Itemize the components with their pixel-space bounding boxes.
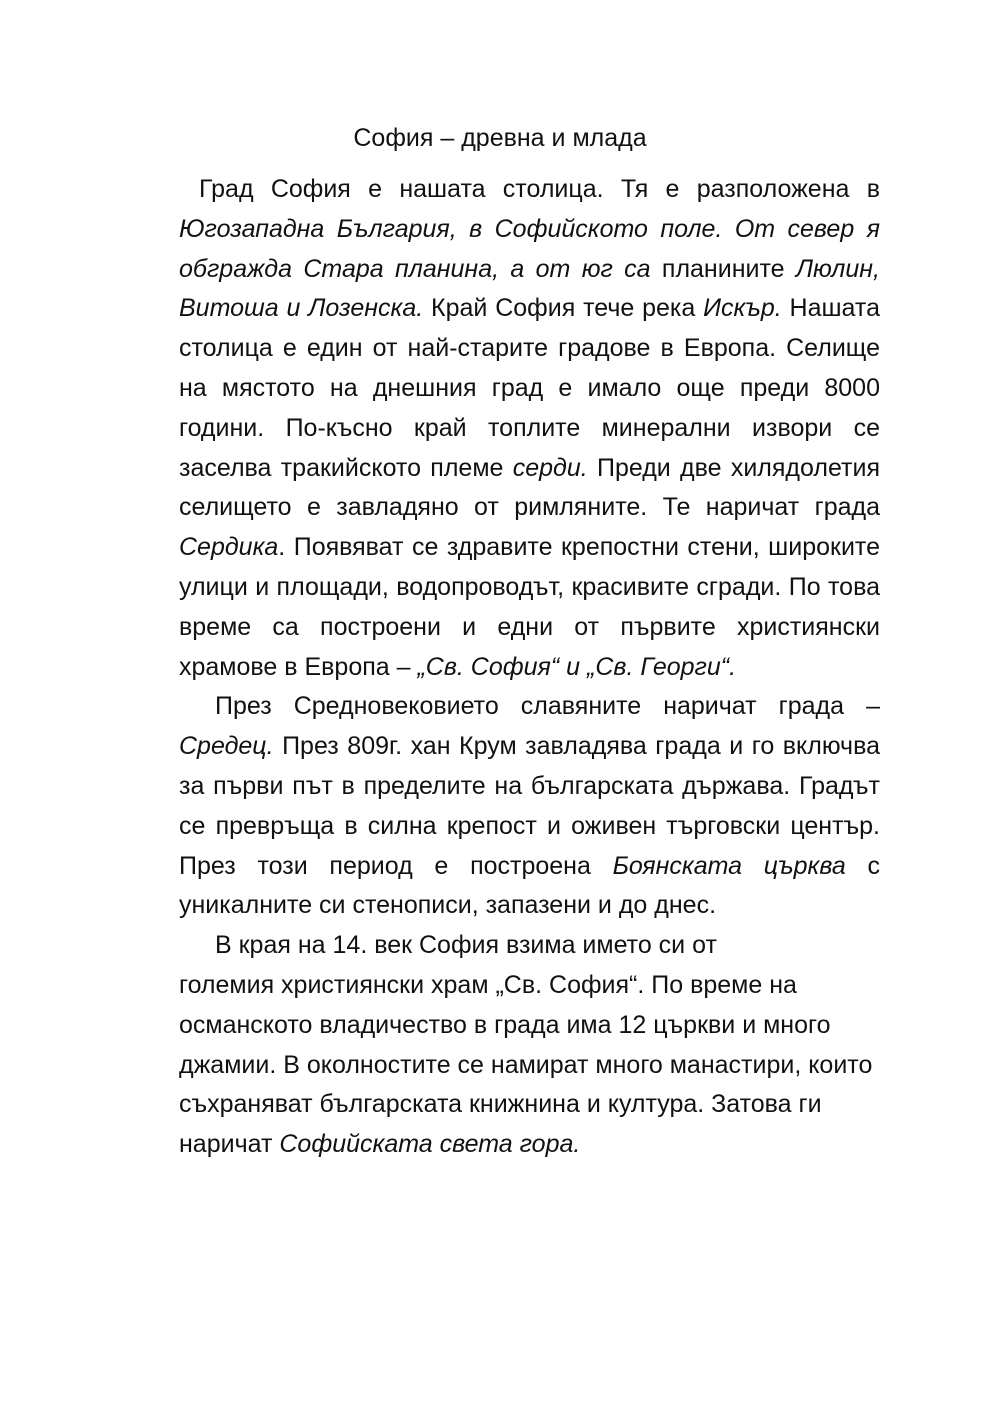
text-segment: планините (650, 254, 796, 283)
paragraph-3 (179, 926, 880, 1165)
text-segment: През 809г. хан Крум завладява града и го включва за първи път в пределите на българската държава. Градът се превръща в силна крепост и оживен търговски център. През този период е построена (179, 732, 880, 880)
paragraph-2 (179, 687, 880, 926)
italic-text-segment: Люлин, Витоша и Лозенска. (179, 254, 880, 323)
italic-text-segment: серди. (512, 453, 588, 482)
text-segment: В края на 14. век София взима името си от (215, 931, 717, 960)
italic-text-segment: Софийската света гора. (279, 1130, 581, 1159)
document-title: София – древна и млада (353, 124, 647, 152)
italic-text-segment: Сердика (179, 533, 279, 562)
text-segment: Преди две хилядолетия селището е завладяно от римляните. Те наричат града (179, 453, 880, 522)
italic-text-segment: Югозападна България, в Софийското поле. От север я обгражда Стара планина, а от юг са (179, 214, 880, 283)
italic-text-segment: „Св. София“ и „Св. Георги“. (417, 652, 737, 681)
italic-text-segment: Искър. (703, 294, 782, 323)
text-segment: През Средновековието славяните наричат града – (215, 692, 880, 721)
text-segment: Нашата столица е един от най-старите градове в Европа. Селище на мястото на днешния град е имало още преди 8000 години. По-късно край топлите минерални извори се заселва тракийското племе (179, 294, 880, 482)
text-segment: . Появяват се здравите крепостни стени, широките улици и площади, водопроводът, красивите сгради. По това време са построени и едни от първите християнски храмове в Европа – (179, 533, 880, 681)
text-segment: Край София тече река (423, 294, 704, 323)
text-segment: Град София е нашата столица. Тя е разположена в (199, 175, 880, 203)
italic-text-segment: Средец. (179, 732, 274, 761)
italic-text-segment: Боянската църква (612, 851, 846, 880)
text-segment: с уникалните си стенописи, запазени и до днес. (179, 851, 881, 920)
text-segment: големия християнски храм „Св. София“. По време на османското владичество в града има 12 църкви и много джамии. В околностите се намират много манастири, които съхраняват българската книжнина и култура. Затова ги наричат (179, 970, 873, 1159)
paragraph-1 (179, 170, 880, 687)
document-body (179, 170, 880, 1165)
